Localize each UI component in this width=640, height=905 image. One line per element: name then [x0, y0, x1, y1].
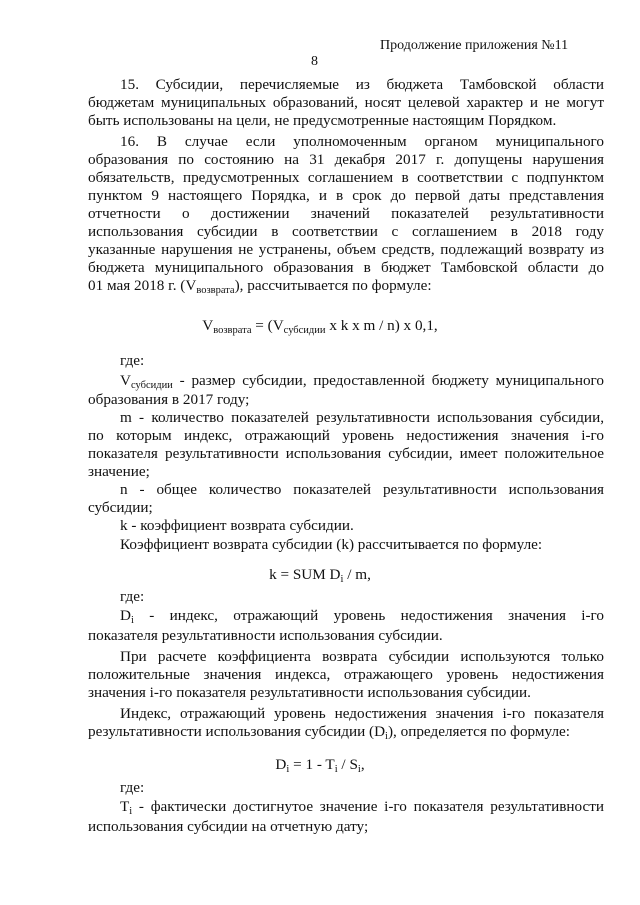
text-line: субсидии; [88, 499, 153, 516]
text-line: показателя результативности использования субсидии. [88, 627, 443, 644]
formula-v-return: $V_{возврата} = (V_{субсидии}$ x k x m / n) x 0,1, [202, 317, 438, 336]
text-line: образования по состоянию на 31 декабря 2017 г. допущены нарушения [88, 151, 604, 168]
text-line: обязательств, предусмотренных соглашением в соответствии с подпунктом [88, 169, 604, 186]
text-line: $V_{субсидии}$ - размер субсидии, предоставленной бюджету муниципального [120, 372, 604, 391]
text-line: использования субсидии на отчетную дату; [88, 818, 369, 835]
text-line: При расчете коэффициента возврата субсидии используются только [120, 648, 604, 665]
text-line: бюджетам муниципальных образований, носят целевой характер и не могут [88, 94, 604, 111]
text-line: $T_i$ - фактически достигнутое значение i-го показателя результативности [120, 798, 604, 817]
text-line: где: [120, 779, 145, 796]
text-line: указанные нарушения не устранены, объем средств, подлежащий возврату из [88, 241, 604, 258]
text-line: по которым индекс, отражающий уровень недостижения значения i-го [88, 427, 604, 444]
text-line: k - коэффициент возврата субсидии. [120, 517, 354, 534]
text-line: пунктом 9 настоящего Порядка, и в срок до первой даты представления [88, 187, 604, 204]
text-line: n - общее количество показателей результативности использования [120, 481, 604, 498]
text-line: результативности использования субсидии $(D_i)$, определяется по формуле: [88, 723, 570, 742]
page-number: 8 [311, 54, 318, 69]
text-line: где: [120, 588, 145, 605]
text-line: бюджета муниципального образования в бюджет Тамбовской области до [88, 259, 604, 276]
text-line: значение; [88, 463, 150, 480]
text-line: 16. В случае если уполномоченным органом муниципального [120, 133, 604, 150]
text-line: образования в 2017 году; [88, 391, 250, 408]
text-line: быть использованы на цели, не предусмотренные настоящим Порядком. [88, 112, 557, 129]
text-line: Коэффициент возврата субсидии (k) рассчитывается по формуле: [120, 536, 543, 553]
text-line: значения i-го показателя результативности использования субсидии. [88, 684, 531, 701]
formula-d-i: $D_i = 1 - T_i / S_i$, [275, 756, 365, 775]
text-line: положительные значения индекса, отражающего уровень недостижения [88, 666, 604, 683]
formula-k: k = SUM $D_i$ / m, [269, 566, 371, 585]
text-line: отчетности о достижении значений показателей результативности [88, 205, 604, 222]
text-line: 01 мая 2018 г. $(V_{возврата})$, рассчитывается по формуле: [88, 277, 432, 296]
text-line: 15. Субсидии, перечисляемые из бюджета Тамбовской области [120, 76, 604, 93]
text-line: Индекс, отражающий уровень недостижения значения i-го показателя [120, 705, 604, 722]
continuation-header: Продолжение приложения №11 [380, 38, 569, 53]
text-line: использования субсидии в соответствии с соглашением в 2018 году [88, 223, 604, 240]
text-line: показателя результативности использования субсидии, имеет положительное [88, 445, 604, 462]
text-line: $D_i$ - индекс, отражающий уровень недостижения значения i-го [120, 607, 604, 626]
text-line: где: [120, 352, 145, 369]
text-line: m - количество показателей результативности использования субсидии, [120, 409, 604, 426]
